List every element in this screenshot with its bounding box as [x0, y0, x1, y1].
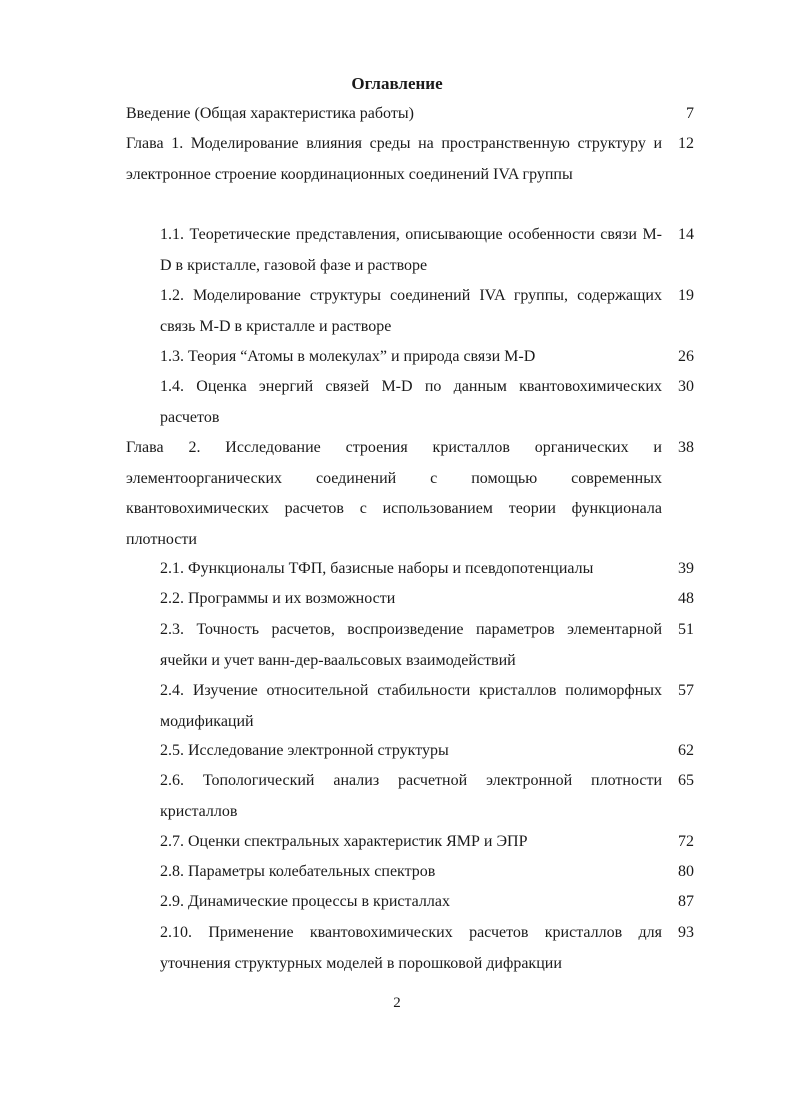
- page-number: 2: [393, 995, 401, 1011]
- toc-entry-text: 1.2. Моделирование структуры соединений IVA группы, содержащих связь M-D в кристалле и растворе: [160, 287, 662, 335]
- toc-entry-text: Глава 2. Исследование строения кристаллов органических и элементоорганических соединений с помощью современных квантовохимических расчетов с использованием теории функционала плотности: [126, 439, 662, 548]
- toc-entry-page: 38: [678, 439, 694, 456]
- toc-entry-page: 87: [678, 893, 694, 910]
- toc-entry-text: 2.6. Топологический анализ расчетной электронной плотности кристаллов: [160, 772, 662, 820]
- toc-entry-text: 2.8. Параметры колебательных спектров: [160, 863, 436, 880]
- toc-entry-page: 12: [678, 135, 694, 152]
- toc-entry-text: 1.3. Теория “Атомы в молекулах” и природа связи M-D: [160, 348, 536, 365]
- toc-entry-page: 19: [678, 287, 694, 304]
- toc-entry-page: 39: [678, 560, 694, 577]
- page-title: Оглавление: [351, 74, 443, 93]
- toc-entry-page: 26: [678, 348, 694, 365]
- toc-entry-page: 62: [678, 742, 694, 759]
- toc-entry-text: 2.5. Исследование электронной структуры: [160, 742, 449, 759]
- toc-entry-text: 1.1. Теоретические представления, описывающие особенности связи M-D в кристалле, газовой фазе и растворе: [160, 226, 662, 274]
- toc-entry-text: Введение (Общая характеристика работы): [126, 105, 414, 122]
- toc-entry-page: 30: [678, 378, 694, 395]
- toc-entry-page: 7: [686, 105, 694, 122]
- toc-entry-text: 1.4. Оценка энергий связей M-D по данным квантовохимических расчетов: [160, 378, 662, 426]
- toc-entry-text: 2.3. Точность расчетов, воспроизведение параметров элементарной ячейки и учет ванн-дер-ваальсовых взаимодействий: [160, 621, 662, 669]
- toc-entry-page: 14: [678, 226, 694, 243]
- toc-entry-text: 2.4. Изучение относительной стабильности кристаллов полиморфных модификаций: [160, 682, 662, 730]
- toc-entry-text: Глава 1. Моделирование влияния среды на пространственную структуру и электронное строение координационных соединений IVA группы: [126, 135, 662, 183]
- toc-entry-page: 72: [678, 833, 694, 850]
- toc-entry-page: 48: [678, 590, 694, 607]
- toc-entry-page: 93: [678, 924, 694, 941]
- toc-entry-page: 51: [678, 621, 694, 638]
- toc-entry-text: 2.9. Динамические процессы в кристаллах: [160, 893, 450, 910]
- toc-entry-text: 2.7. Оценки спектральных характеристик ЯМР и ЭПР: [160, 833, 528, 850]
- toc-entry-text: 2.10. Применение квантовохимических расчетов кристаллов для уточнения структурных моделей в порошковой дифракции: [160, 924, 662, 972]
- toc-entry-text: 2.1. Функционалы ТФП, базисные наборы и псевдопотенциалы: [160, 560, 594, 577]
- toc-entry-text: 2.2. Программы и их возможности: [160, 590, 396, 607]
- toc-entry-page: 57: [678, 682, 694, 699]
- toc-entry-page: 65: [678, 772, 694, 789]
- toc-entry-page: 80: [678, 863, 694, 880]
